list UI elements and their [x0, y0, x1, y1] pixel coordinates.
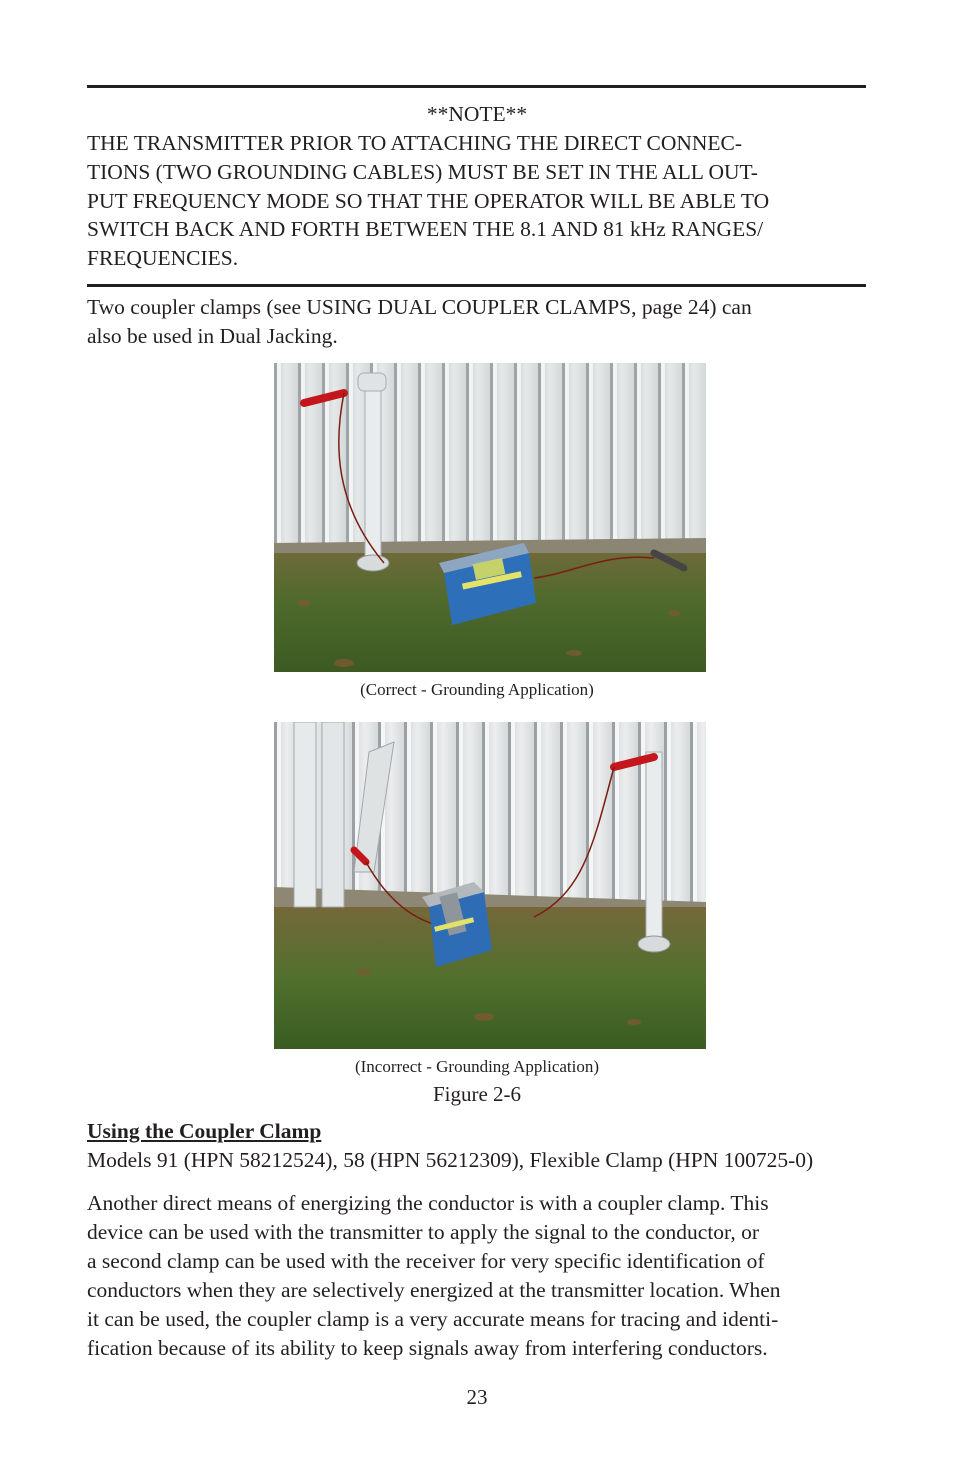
- body-line: it can be used, the coupler clamp is a very accurate means for tracing and identi-: [87, 1307, 779, 1331]
- section-heading: Using the Coupler Clamp: [87, 1119, 322, 1143]
- note-top-rule: [87, 85, 866, 88]
- intro-line: also be used in Dual Jacking.: [87, 324, 338, 348]
- body-line: Another direct means of energizing the conductor is with a coupler clamp. This: [87, 1191, 769, 1215]
- body-line: device can be used with the transmitter to apply the signal to the conductor, or: [87, 1220, 760, 1244]
- caption-correct: (Correct - Grounding Application): [360, 680, 594, 699]
- intro-line: Two coupler clamps (see USING DUAL COUPLER CLAMPS, page 24) can: [87, 295, 752, 319]
- body-line: fication because of its ability to keep signals away from interfering conductors.: [87, 1336, 768, 1360]
- note-line: SWITCH BACK AND FORTH BETWEEN THE 8.1 AND 81 kHz RANGES/: [87, 217, 764, 241]
- note-line: TIONS (TWO GROUNDING CABLES) MUST BE SET IN THE ALL OUT-: [87, 160, 758, 184]
- photo-correct-grounding: [274, 363, 706, 672]
- note-heading: **NOTE**: [426, 102, 528, 126]
- note-line: PUT FREQUENCY MODE SO THAT THE OPERATOR WILL BE ABLE TO: [87, 189, 770, 213]
- caption-incorrect: (Incorrect - Grounding Application): [354, 1057, 600, 1076]
- section-models: Models 91 (HPN 58212524), 58 (HPN 56212309), Flexible Clamp (HPN 100725-0): [87, 1148, 814, 1172]
- body-line: conductors when they are selectively energized at the transmitter location. When: [87, 1278, 781, 1302]
- body-line: a second clamp can be used with the receiver for very specific identification of: [87, 1249, 765, 1273]
- photo-incorrect-grounding: [274, 722, 706, 1049]
- figure-label: Figure 2-6: [432, 1082, 522, 1106]
- note-line: THE TRANSMITTER PRIOR TO ATTACHING THE DIRECT CONNEC-: [87, 131, 743, 155]
- note-line: FREQUENCIES.: [87, 246, 239, 270]
- note-bottom-rule: [87, 284, 866, 287]
- page-number: 23: [466, 1385, 488, 1409]
